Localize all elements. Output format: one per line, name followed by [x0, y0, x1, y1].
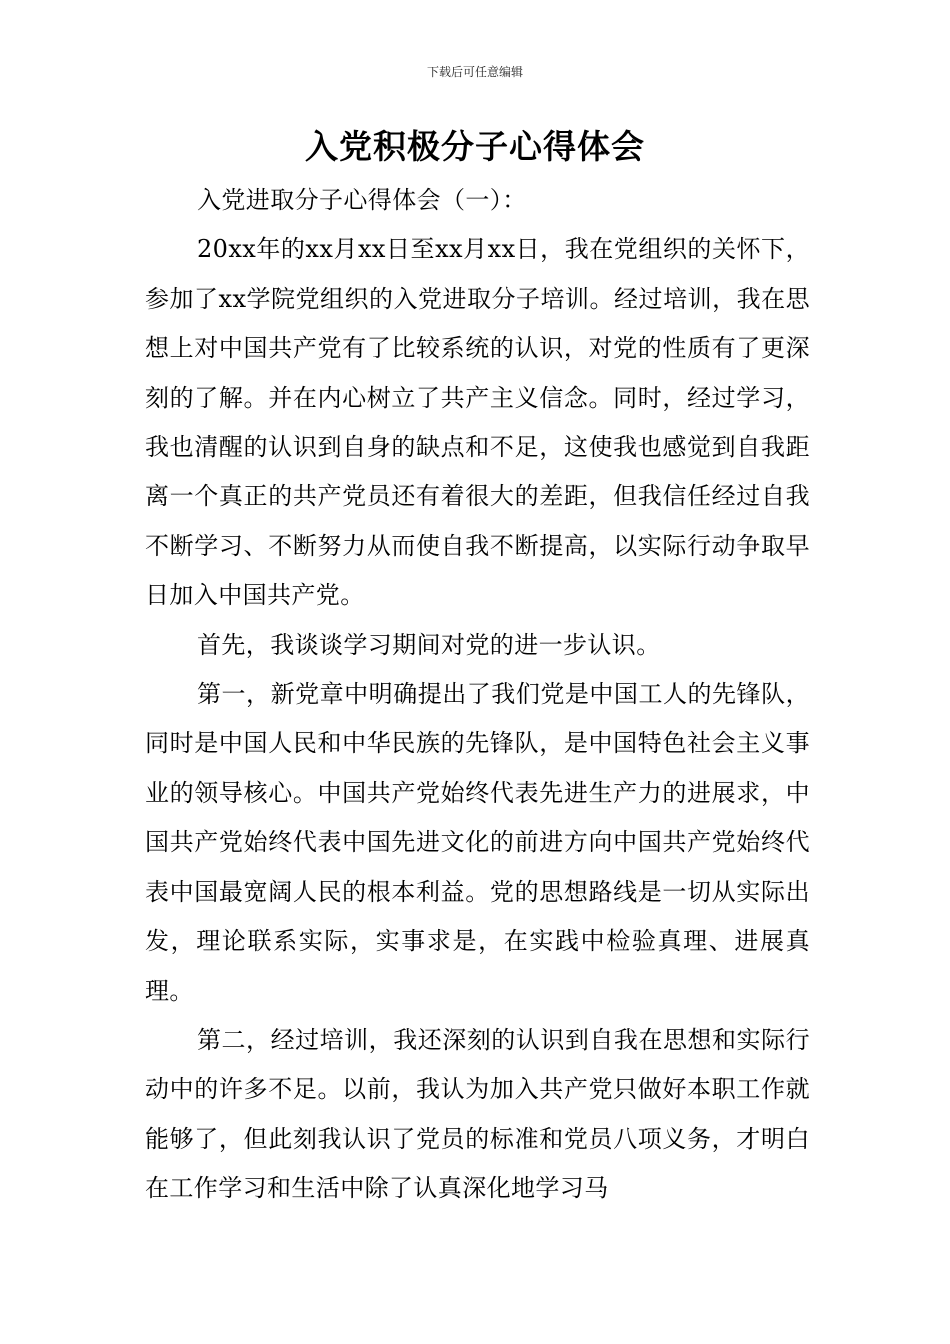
paragraph-point-two: 第二，经过培训，我还深刻的认识到自我在思想和实际行动中的许多不足。以前，我认为加入共产党只做好本职工作就能够了，但此刻我认识了党员的标准和党员八项义务，才明白在工作学习和生活中除了认真深化地学习马 [145, 1025, 810, 1203]
paragraph-subtitle: 入党进取分子心得体会（一）： [197, 186, 527, 214]
paragraph-first-note: 首先，我谈谈学习期间对党的进一步认识。 [197, 630, 661, 659]
document-body [145, 176, 810, 1214]
paragraph-intro: 20xx年的xx月xx日至xx月xx日，我在党组织的关怀下，参加了xx学院党组织的入党进取分子培训。经过培训，我在思想上对中国共产党有了比较系统的认识，对党的性质有了更深刻的了解。并在内心树立了共产主义信念。同时，经过学习，我也清醒的认识到自身的缺点和不足，这使我也感觉到自我距离一个真正的共产党员还有着很大的差距，但我信任经过自我不断学习、不断努力从而使自我不断提高，以实际行动争取早日加入中国共产党。 [145, 235, 810, 610]
document-title: 入党积极分子心得体会 [305, 127, 645, 166]
header-note: 下载后可任意编辑 [426, 65, 523, 79]
paragraph-point-one: 第一，新党章中明确提出了我们党是中国工人的先锋队，同时是中国人民和中华民族的先锋队，是中国特色社会主义事业的领导核心。中国共产党始终代表先进生产力的进展求，中国共产党始终代表中国先进文化的前进方向中国共产党始终代表中国最宽阔人民的根本利益。党的思想路线是一切从实际出发，理论联系实际，实事求是，在实践中检验真理、进展真理。 [145, 680, 810, 1005]
